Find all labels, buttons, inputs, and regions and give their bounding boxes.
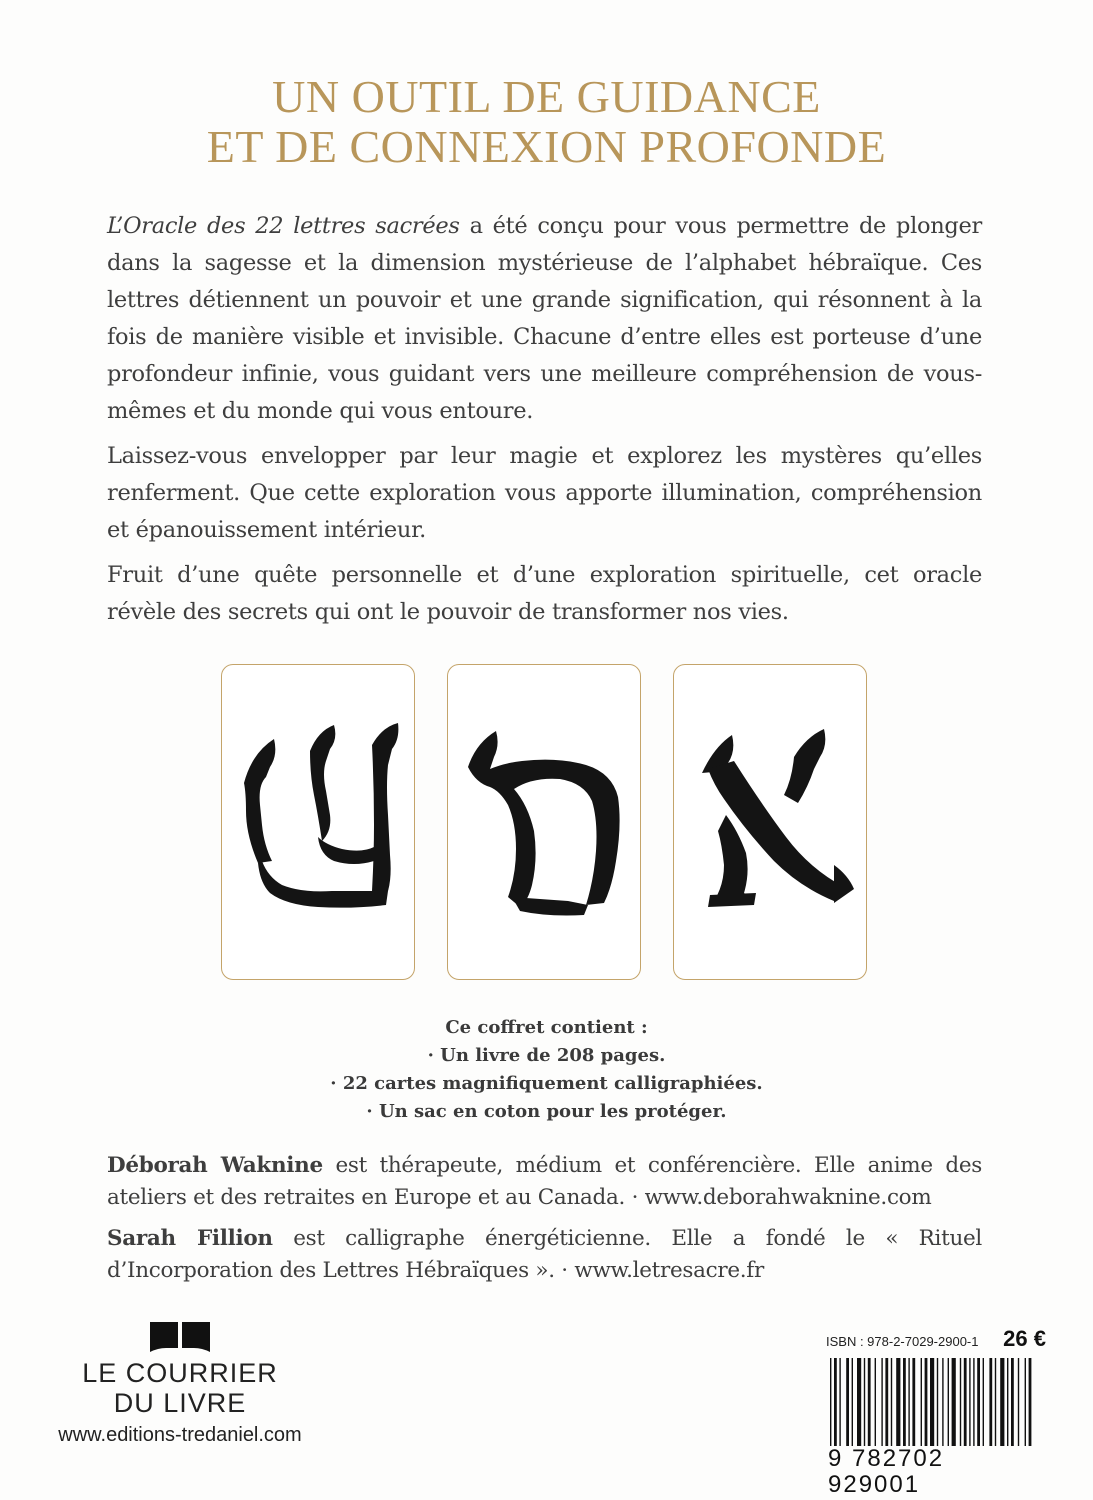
price: 26 € (1003, 1326, 1046, 1351)
barcode-bar (969, 1358, 970, 1458)
intro-paragraph-2: Laissez-vous envelopper par leur magie et explorez les mystères qu’elles renferment. Que cette exploration vous apporte illumination, compréhension et épanouissement intérieur. (107, 443, 982, 543)
author-bio-2 (107, 1223, 982, 1287)
barcode-bar (983, 1358, 984, 1458)
intro-text (107, 208, 982, 639)
author-2-text: est calligraphe énergéticienne. Elle a fondé le « Rituel d’Incorporation des Lettres Hébraïques ». · www.letresacre.fr (107, 1226, 982, 1283)
barcode-bar (930, 1358, 934, 1458)
publisher-block (50, 1318, 310, 1447)
box-contents-item: · Un livre de 208 pages. (427, 1045, 666, 1066)
barcode-bar (948, 1358, 949, 1458)
barcode-bar (846, 1358, 849, 1458)
barcode-bar (952, 1358, 956, 1458)
intro-paragraph-1-text: a été conçu pour vous permettre de plonger dans la sagesse et la dimension mystérieuse de l’alphabet hébraïque. Ces lettres détiennent un pouvoir et une grande signification, qui résonnent à la fois de manière visible et invisible. Chacune d’entre elles est porteuse d’une profondeur infinie, vous guidant vers une meilleure compréhension de vous-mêmes et du monde qui vous entoure. (107, 213, 983, 424)
cover-title (0, 72, 1093, 172)
barcode-bar (1000, 1358, 1004, 1458)
barcode-bar (896, 1358, 900, 1458)
box-contents-item: · 22 cartes magnifiquement calligraphiées. (330, 1073, 763, 1094)
barcode-bar (989, 1358, 992, 1458)
author-2-name: Sarah Fillion (107, 1226, 273, 1251)
title-line-2: ET DE CONNEXION PROFONDE (206, 121, 887, 172)
card-aleph (673, 664, 867, 980)
barcode-bar (1029, 1358, 1032, 1458)
author-bio-1 (107, 1150, 982, 1214)
barcode-bar (875, 1358, 876, 1458)
book-title-italic: L’Oracle des 22 lettres sacrées (107, 213, 460, 239)
barcode-bar (942, 1358, 943, 1458)
barcode-bar (960, 1358, 961, 1458)
barcode-bar (937, 1358, 938, 1458)
title-line-1: UN OUTIL DE GUIDANCE (272, 71, 821, 122)
intro-paragraph-1 (107, 208, 982, 430)
barcode-bar (912, 1358, 915, 1458)
card-shin (221, 664, 415, 980)
barcode-bar (977, 1358, 980, 1458)
barcode-bar (925, 1358, 928, 1458)
publisher-name-line-1: LE COURRIER (82, 1358, 278, 1388)
aleph-letter-calligraphy-icon (674, 665, 866, 979)
box-contents-heading: Ce coffret contient : (445, 1017, 648, 1038)
barcode-bar (1007, 1358, 1008, 1458)
barcode-bar (868, 1358, 871, 1458)
barcode-bar (834, 1358, 837, 1458)
barcode (826, 1358, 1036, 1498)
barcode-bar (973, 1358, 974, 1458)
author-1-name: Déborah Waknine (107, 1153, 323, 1178)
barcode-bar (921, 1358, 922, 1458)
author-1-text: est thérapeute, médium et conférencière. Elle anime des ateliers et des retraites en Europe et au Canada. · www.deborahwaknine.com (107, 1153, 982, 1210)
box-contents-item: · Un sac en coton pour les protéger. (366, 1101, 727, 1122)
barcode-bar (1025, 1358, 1026, 1458)
isbn-price-row (826, 1326, 1046, 1352)
barcode-bar (857, 1358, 861, 1458)
barcode-bar (964, 1358, 967, 1458)
barcode-bars-icon (826, 1358, 1036, 1458)
author-bios (107, 1150, 982, 1296)
barcode-bar (852, 1358, 853, 1458)
isbn-number: ISBN : 978-2-7029-2900-1 (826, 1334, 979, 1349)
barcode-bar (908, 1358, 909, 1458)
barcode-bar (839, 1358, 840, 1458)
intro-paragraph-3: Fruit d’une quête personnelle et d’une exploration spirituelle, cet oracle révèle des secrets qui ont le pouvoir de transformer nos vies. (107, 562, 982, 625)
shin-letter-calligraphy-icon (222, 665, 414, 979)
barcode-bar (1011, 1358, 1014, 1458)
card-illustrations (221, 664, 871, 980)
publisher-name-line-2: DU LIVRE (113, 1388, 247, 1418)
barcode-digits: 9 782702 929001 (826, 1446, 1038, 1498)
barcode-bar (881, 1358, 882, 1458)
barcode-bar (891, 1358, 892, 1458)
barcode-bar (903, 1358, 906, 1458)
isbn-block (826, 1326, 1046, 1498)
barcode-bar (885, 1358, 888, 1458)
open-book-logo-icon (148, 1318, 212, 1352)
barcode-bar (1018, 1358, 1019, 1458)
barcode-bar (995, 1358, 996, 1458)
publisher-url: www.editions-tredaniel.com (58, 1424, 302, 1446)
barcode-bar (864, 1358, 865, 1458)
card-mem (447, 664, 641, 980)
box-contents (0, 1014, 1093, 1126)
barcode-bar (830, 1358, 831, 1458)
mem-letter-calligraphy-icon (448, 665, 640, 979)
